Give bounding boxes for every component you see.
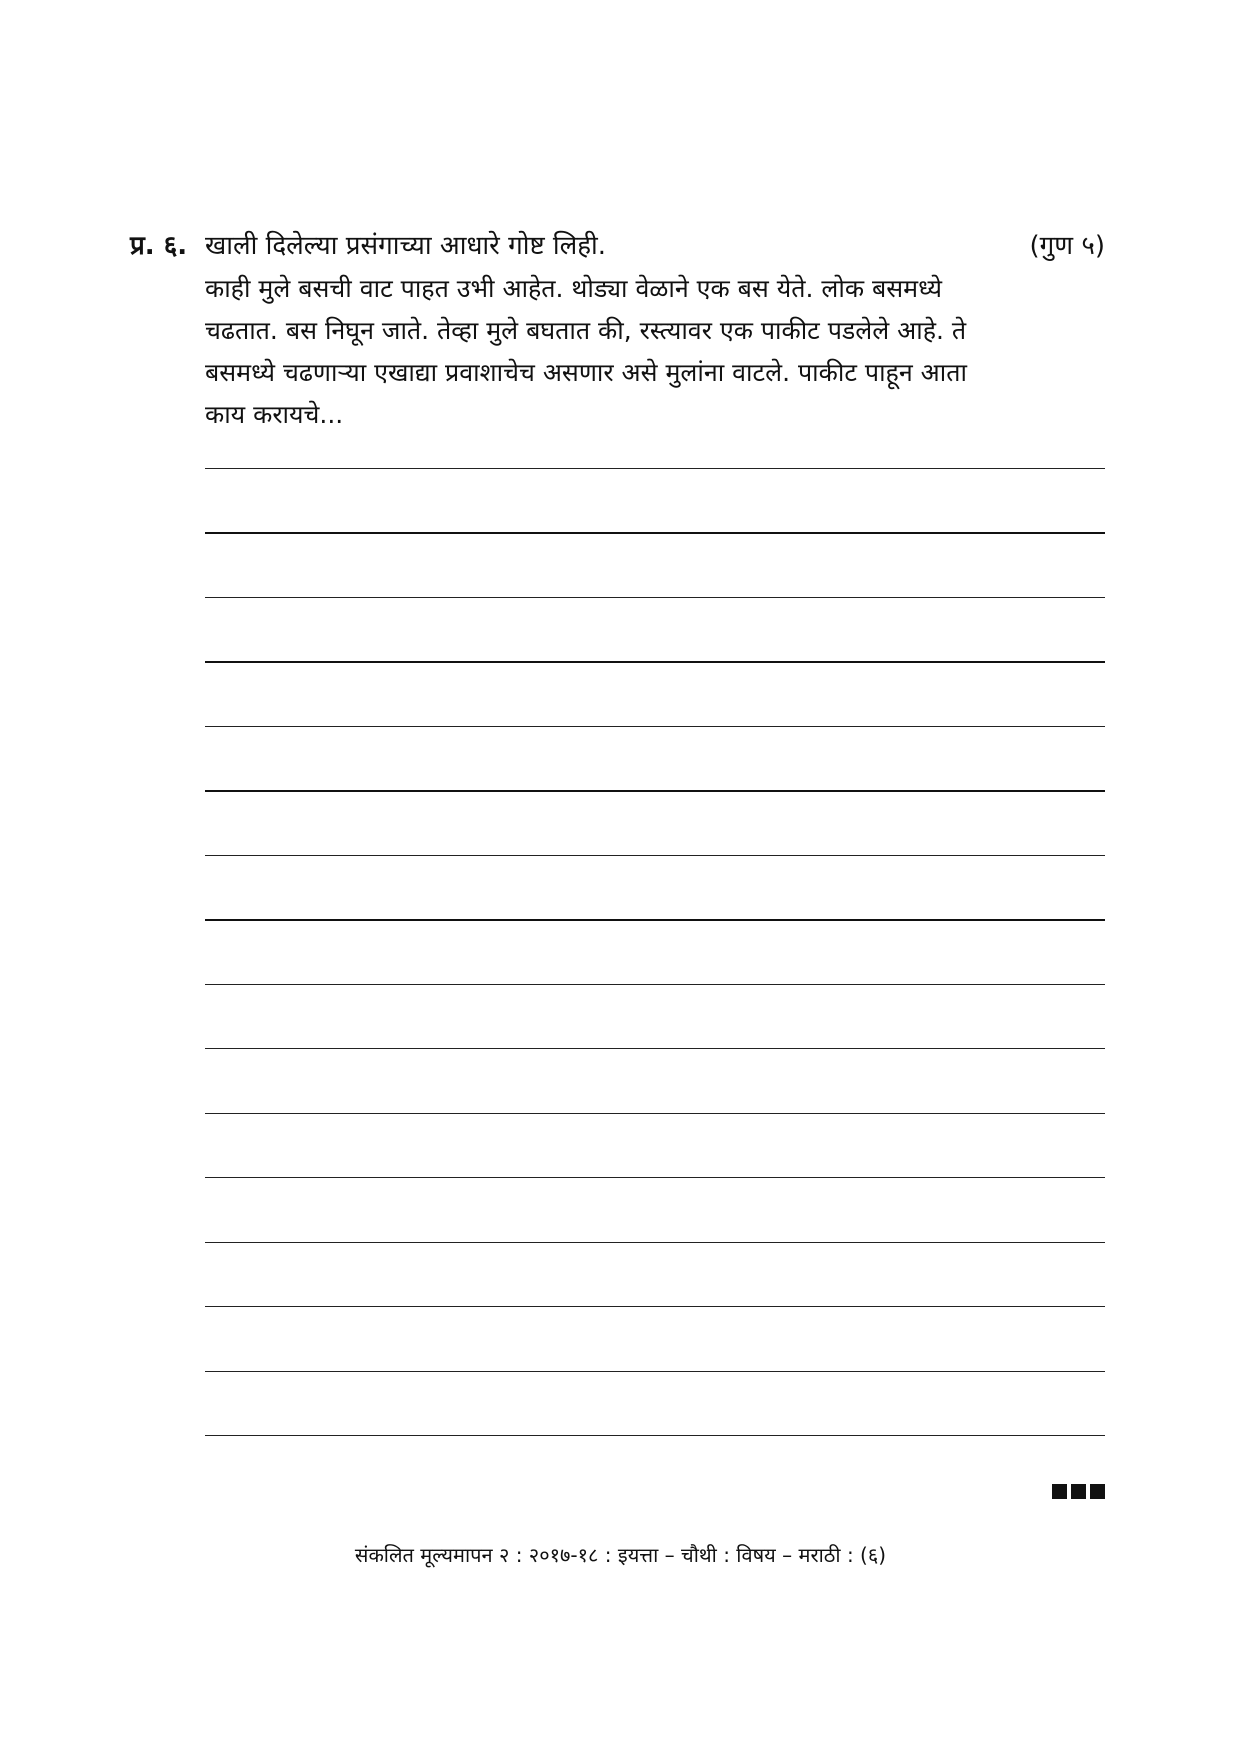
answer-line (205, 1242, 1105, 1243)
answer-line (205, 532, 1105, 534)
square-icon (1071, 1484, 1086, 1499)
answer-line (205, 468, 1105, 469)
prompt-line: काय करायचे... (205, 400, 344, 429)
answer-line (205, 1048, 1105, 1049)
answer-line (205, 1371, 1105, 1372)
answer-line (205, 1113, 1105, 1114)
end-of-section-marker (1052, 1484, 1106, 1500)
square-icon (1052, 1484, 1067, 1499)
question-number: प्र. ६. (130, 231, 188, 261)
story-prompt (205, 268, 1105, 436)
answer-line (205, 1306, 1105, 1307)
answer-line (205, 919, 1105, 921)
answer-line (205, 1177, 1105, 1178)
prompt-line: चढतात. बस निघून जाते. तेव्हा मुले बघतात की, रस्त्यावर एक पाकीट पडलेले आहे. ते (205, 316, 967, 345)
question-instruction: खाली दिलेल्या प्रसंगाच्या आधारे गोष्ट लिही. (205, 231, 607, 261)
question-header (130, 226, 1105, 266)
answer-line (205, 661, 1105, 663)
answer-line (205, 597, 1105, 598)
square-icon (1090, 1484, 1105, 1499)
prompt-line: बसमध्ये चढणाऱ्या एखाद्या प्रवाशाचेच असणार असे मुलांना वाटले. पाकीट पाहून आता (205, 358, 967, 387)
prompt-line: काही मुले बसची वाट पाहत उभी आहेत. थोड्या वेळाने एक बस येते. लोक बसमध्ये (205, 274, 943, 303)
answer-line (205, 855, 1105, 856)
page-footer: संकलित मूल्यमापन २ : २०१७-१८ : इयत्ता – चौथी : विषय – मराठी : (६) (354, 1543, 887, 1567)
answer-line (205, 790, 1105, 792)
answer-line (205, 726, 1105, 727)
answer-line (205, 1435, 1105, 1436)
answer-line (205, 984, 1105, 985)
answer-writing-area[interactable] (205, 468, 1105, 1448)
question-marks: (गुण ५) (1029, 231, 1105, 261)
